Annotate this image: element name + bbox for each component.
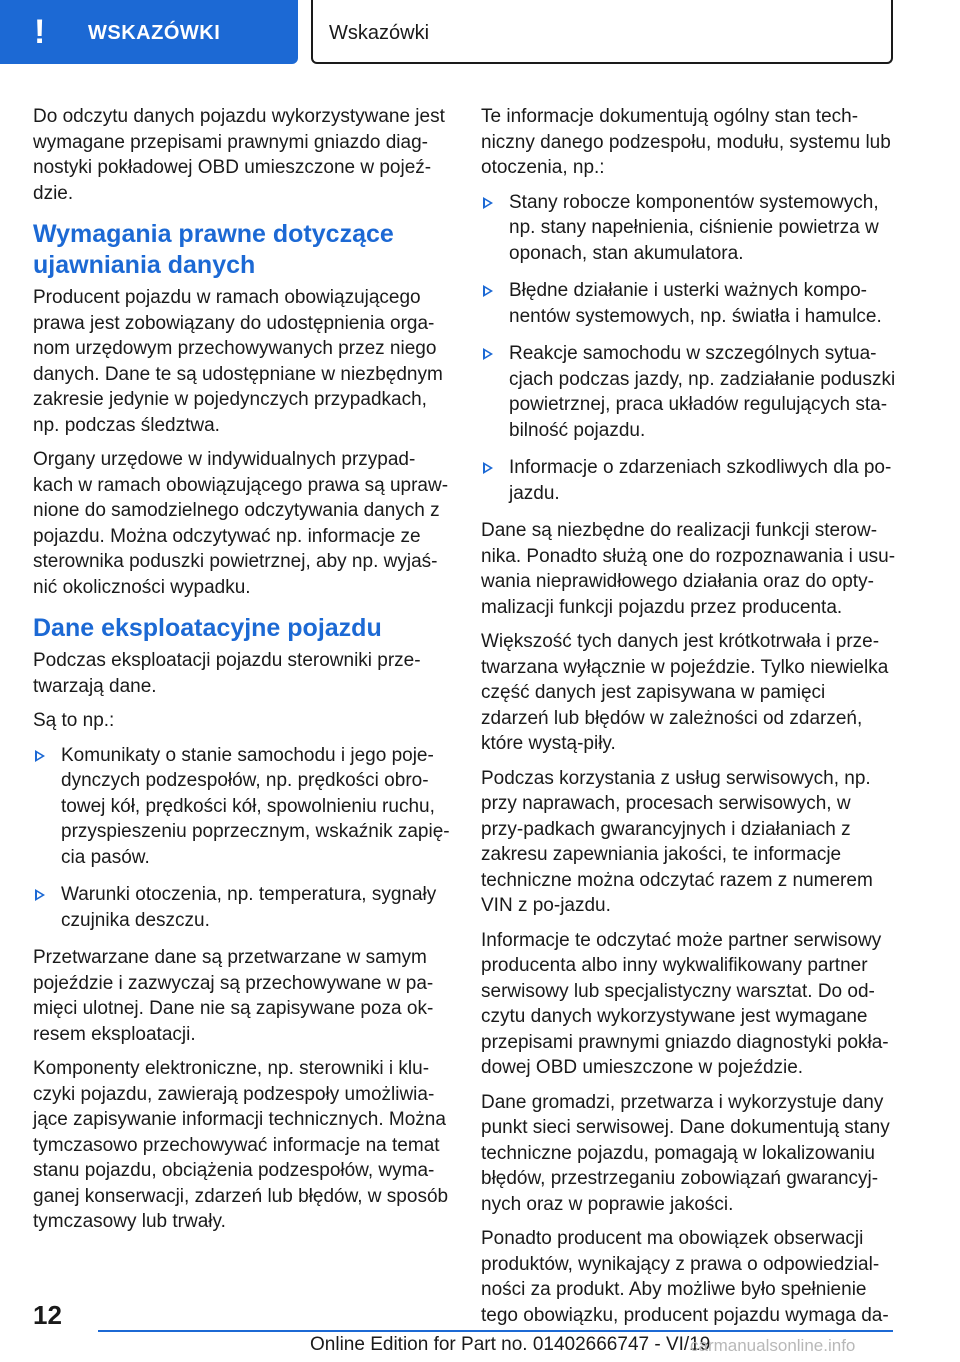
paragraph: Podczas korzystania z usług serwisowych, np. przy naprawach, procesach serwisowych, w przy‐padkach gwarancyjnych i działaniach z zakresu zapewniania jakości, te informacje techniczne można odczytać razem z numerem VIN z po‐jazdu. xyxy=(481,767,873,916)
paragraph: Podczas eksploatacji pojazdu sterowniki prze‐twarzają dane. xyxy=(33,650,421,697)
chapter-title: Wskazówki xyxy=(329,22,430,44)
section-heading: Dane eksploatacyjne pojazdu xyxy=(33,614,382,642)
section-heading: Wymagania prawne dotyczące ujawniania danych xyxy=(33,220,394,279)
triangle-bullet-icon xyxy=(483,462,493,474)
paragraph: Przetwarzane dane są przetwarzane w samym pojeździe i zazwyczaj są przechowywane w pa‐mięci ulotnej. Dane nie są zapisywane poza ok‐resem eksploatacji. xyxy=(33,947,434,1045)
paragraph: Ponadto producent ma obowiązek obserwacji produktów, wynikający z prawa o odpowiedzial‐ności za produkt. Aby możliwe było spełnienie tego obowiązku, producent pojazdu wymaga da‐ xyxy=(481,1228,889,1326)
triangle-bullet-icon xyxy=(35,889,45,901)
paragraph: Są to np.: xyxy=(33,710,115,731)
paragraph: Te informacje dokumentują ogólny stan tech‐niczny danego podzespołu, modułu, systemu lub otoczenia, np.: xyxy=(481,106,891,178)
list-item xyxy=(33,743,451,871)
footer-edition: Online Edition for Part no. 01402666747 - VI/19 xyxy=(310,1334,711,1355)
paragraph: Większość tych danych jest krótkotrwała i prze‐twarzana wyłącznie w pojeździe. Tylko niewielka część danych jest zapisywana w pamięci zdarzeń lub błędów w zależności od zdarzeń, które wystą‐piły. xyxy=(481,631,889,754)
left-column xyxy=(33,104,451,1244)
paragraph: Informacje te odczytać może partner serwisowy producenta albo inny wykwalifikowany partner serwisowy lub specjalistyczny warsztat. Do od‐czytu danych wykorzystywane jest wymagane przepisami prawnymi gniazdo diagnostyki pokła‐dowej OBD umieszczone w pojeździe. xyxy=(481,929,889,1078)
bullet-list xyxy=(481,190,897,507)
triangle-bullet-icon xyxy=(483,285,493,297)
triangle-bullet-icon xyxy=(35,750,45,762)
paragraph: Organy urzędowe w indywidualnych przypad‐kach w ramach obowiązującego prawa są upraw‐nione do samodzielnego odczytywania danych z pojazdu. Można odczytywać np. informacje ze sterownika poduszki powietrznej, aby np. wyjaś‐nić okoliczności wypadku. xyxy=(33,449,449,598)
list-item-text: Komunikaty o stanie samochodu i jego poje‐dynczych podzespołów, np. prędkości obro‐towej kół, prędkości kół, spowolnieniu ruchu, przyspieszeniu poprzecznym, wskaźnik zapię‐cia pasów. xyxy=(61,744,450,868)
paragraph: Do odczytu danych pojazdu wykorzystywane jest wymagane przepisami prawnymi gniazdo diag‐nostyki pokładowej OBD umieszczone w pojeź‐dzie. xyxy=(33,106,445,204)
list-item-text: Informacje o zdarzeniach szkodliwych dla po‐jazdu. xyxy=(509,457,892,504)
paragraph: Dane są niezbędne do realizacji funkcji sterow‐nika. Ponadto służą one do rozpoznawania i usu‐wania nieprawidłowego działania oraz do opty‐malizacji funkcji pojazdu przez producenta. xyxy=(481,520,896,618)
list-item-text: Błędne działanie i usterki ważnych kompo‐nentów systemowych, np. światła i hamulce. xyxy=(509,280,882,327)
warning-exclamation-icon: ! xyxy=(34,13,46,51)
page-number: 12 xyxy=(33,1300,62,1330)
list-item-text: Stany robocze komponentów systemowych, np. stany napełnienia, ciśnienie powietrza w oponach, stan akumulatora. xyxy=(509,191,879,264)
paragraph: Dane gromadzi, przetwarza i wykorzystuje dany punkt sieci serwisowej. Dane dokumentują stany techniczne pojazdu, pomagają w lokalizowaniu błędów, przestrzeganiu zobowiązań gwarancyj‐nych oraz w poprawie jakości. xyxy=(481,1091,890,1215)
bullet-list xyxy=(33,743,451,934)
list-item xyxy=(481,190,897,267)
paragraph: Komponenty elektroniczne, np. sterowniki i klu‐czyki pojazdu, zawierają podzespoły umożliwia‐jące zapisywanie informacji technicznych. Można tymczasowo przechowywać informacje na temat stanu pojazdu, obciążenia podzespołów, wyma‐ganej konserwacji, zdarzeń lub błędów, w sposób tymczasowy lub trwały. xyxy=(33,1058,449,1232)
list-item xyxy=(33,882,451,933)
list-item xyxy=(481,278,897,329)
paragraph: Producent pojazdu w ramach obowiązującego prawa jest zobowiązany do udostępnienia orga‐nom urzędowym przechowywanych przez niego danych. Dane te są udostępniane w niezbędnym zakresie jedynie w pojedynczych przypadkach, np. podczas śledztwa. xyxy=(33,287,443,436)
triangle-bullet-icon xyxy=(483,348,493,360)
chapter-header xyxy=(311,0,893,64)
section-tab-label: WSKAZÓWKI xyxy=(88,22,221,44)
section-tab xyxy=(0,0,298,64)
list-item xyxy=(481,341,897,443)
watermark: carmanualsonline.info xyxy=(690,1336,856,1355)
list-item xyxy=(481,455,897,506)
triangle-bullet-icon xyxy=(483,197,493,209)
list-item-text: Warunki otoczenia, np. temperatura, sygnały czujnika deszczu. xyxy=(61,884,437,931)
list-item-text: Reakcje samochodu w szczególnych sytua‐cjach podczas jazdy, np. zadziałanie poduszki powietrznej, praca układów regulujących sta‐bilność pojazdu. xyxy=(509,343,896,441)
footer-divider xyxy=(98,1330,893,1332)
right-column xyxy=(481,104,897,1337)
